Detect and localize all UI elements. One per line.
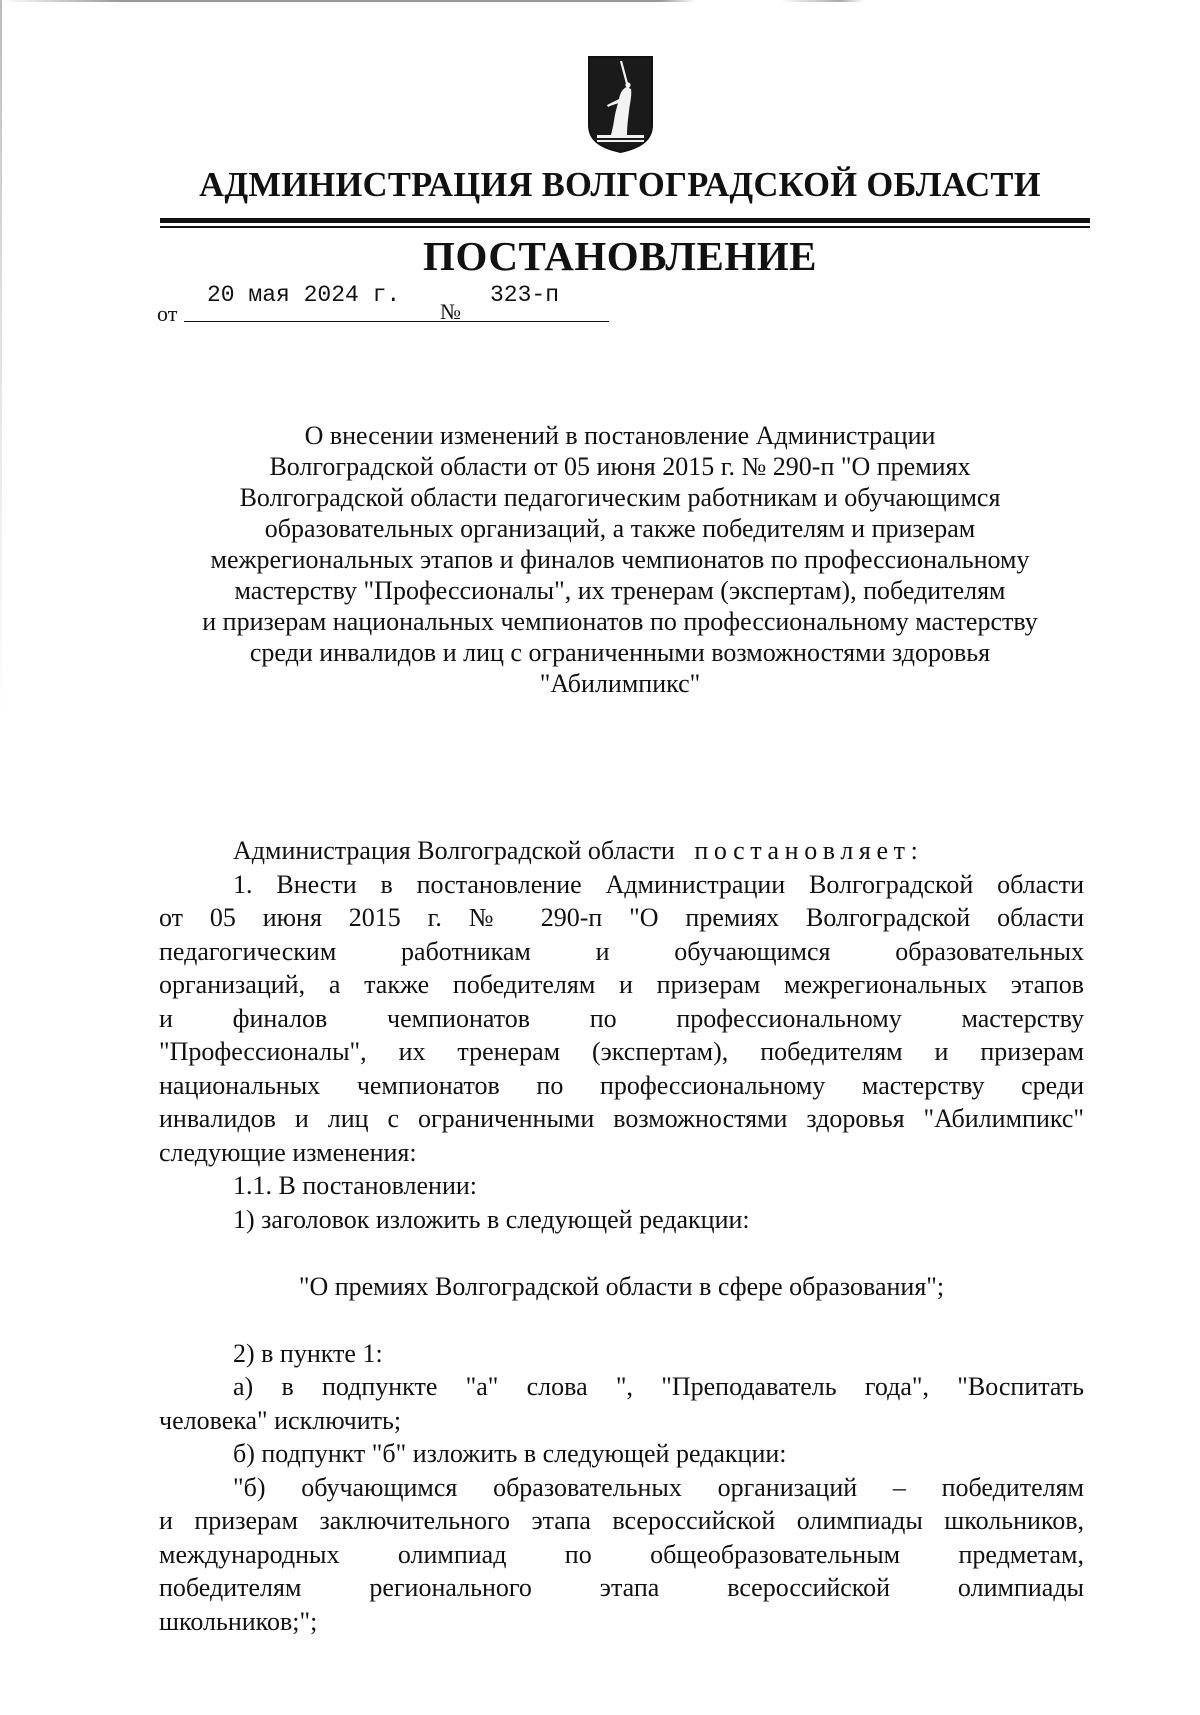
item-2a-line: а) в подпункте "а" слова ", "Преподаватель года", "Воспитать [233,1372,1084,1401]
number-field [440,282,620,324]
scan-edge-left [0,0,2,720]
scan-edge-top [0,0,1200,2]
item-2b-text-line: и призерам заключительного этапа всероссийской олимпиады школьников, [159,1506,1084,1535]
paragraph-1-line: организаций, а также победителям и призерам межрегиональных этапов [159,970,1084,999]
item-2b-text-line: "б) обучающимся образовательных организаций – победителям [233,1472,1084,1502]
paragraph-1-line: педагогическим работникам и обучающимся образовательных [159,936,1084,966]
paragraph-1-line: следующие изменения: [159,1137,417,1167]
subject-line: межрегиональных этапов и финалов чемпионатов по профессиональному [210,545,1030,574]
paragraph-1-1: 1.1. В постановлении: [233,1171,477,1200]
paragraph-1-line: инвалидов и лиц с ограниченными возможностями здоровья "Абилимпикс" [159,1104,1084,1133]
preamble-verb: постановляет: [694,836,924,865]
paragraph-1-line: и финалов чемпионатов по профессиональному мастерству [159,1003,1084,1033]
preamble [159,834,1084,868]
subject-line: "Абилимпикс" [539,669,701,698]
number-value: 323-п [490,282,560,308]
organization-name: АДМИНИСТРАЦИЯ ВОЛГОГРАДСКОЙ ОБЛАСТИ [199,166,1041,204]
header-rule-thin [160,226,1090,228]
subject-line: О внесении изменений в постановление Администрации [304,421,936,450]
number-underline [469,321,609,322]
document-subject [150,420,1090,699]
preamble-text: Администрация Волгоградской области [233,836,675,865]
subject-line: Волгоградской области от 05 июня 2015 г. № 290-п "О премиях [269,452,971,481]
date-value: 20 мая 2024 г. [207,282,401,308]
subject-line: Волгоградской области педагогическим работникам и обучающимся [239,483,1001,512]
item-2a-line: человека" исключить; [159,1405,402,1435]
item-2: 2) в пункте 1: [233,1338,383,1368]
header-rule-thick [160,218,1090,223]
item-1: 1) заголовок изложить в следующей редакции: [233,1204,750,1234]
subject-line: образовательных организаций, а также победителям и призерам [264,514,976,543]
subject-line: среди инвалидов и лиц с ограниченными возможностями здоровья [249,638,991,667]
spacer [159,1303,1084,1337]
subject-line: и призерам национальных чемпионатов по профессиональному мастерству [202,607,1038,636]
item-2b-text-line: школьников;"; [159,1606,318,1636]
paragraph-1-line: 1. Внести в постановление Администрации Волгоградской области [233,869,1084,899]
paragraph-1-line: национальных чемпионатов по профессиональному мастерству среди [159,1070,1084,1100]
item-2b: б) подпункт "б" изложить в следующей редакции: [233,1439,787,1468]
document-body [159,834,1084,1638]
date-prefix-label: от [157,301,178,326]
number-prefix-label: № [440,299,461,324]
document-type-title: ПОСТАНОВЛЕНИЕ [423,233,817,279]
spacer [159,1236,1084,1270]
subject-line: мастерству "Профессионалы", их тренерам (экспертам), победителям [234,576,1006,605]
item-2b-text-line: международных олимпиад по общеобразовательным предметам, [159,1539,1084,1569]
paragraph-1-line: "Профессионалы", их тренерам (экспертам), победителям и призерам [159,1037,1084,1066]
new-title-quote: "О премиях Волгоградской области в сфере образования"; [298,1271,945,1301]
paragraph-1-line: от 05 июня 2015 г. № 290-п "О премиях Волгоградской области [159,903,1084,932]
item-2b-text-line: победителям регионального этапа всероссийской олимпиады [159,1573,1084,1602]
volgograd-emblem-icon [587,55,654,153]
